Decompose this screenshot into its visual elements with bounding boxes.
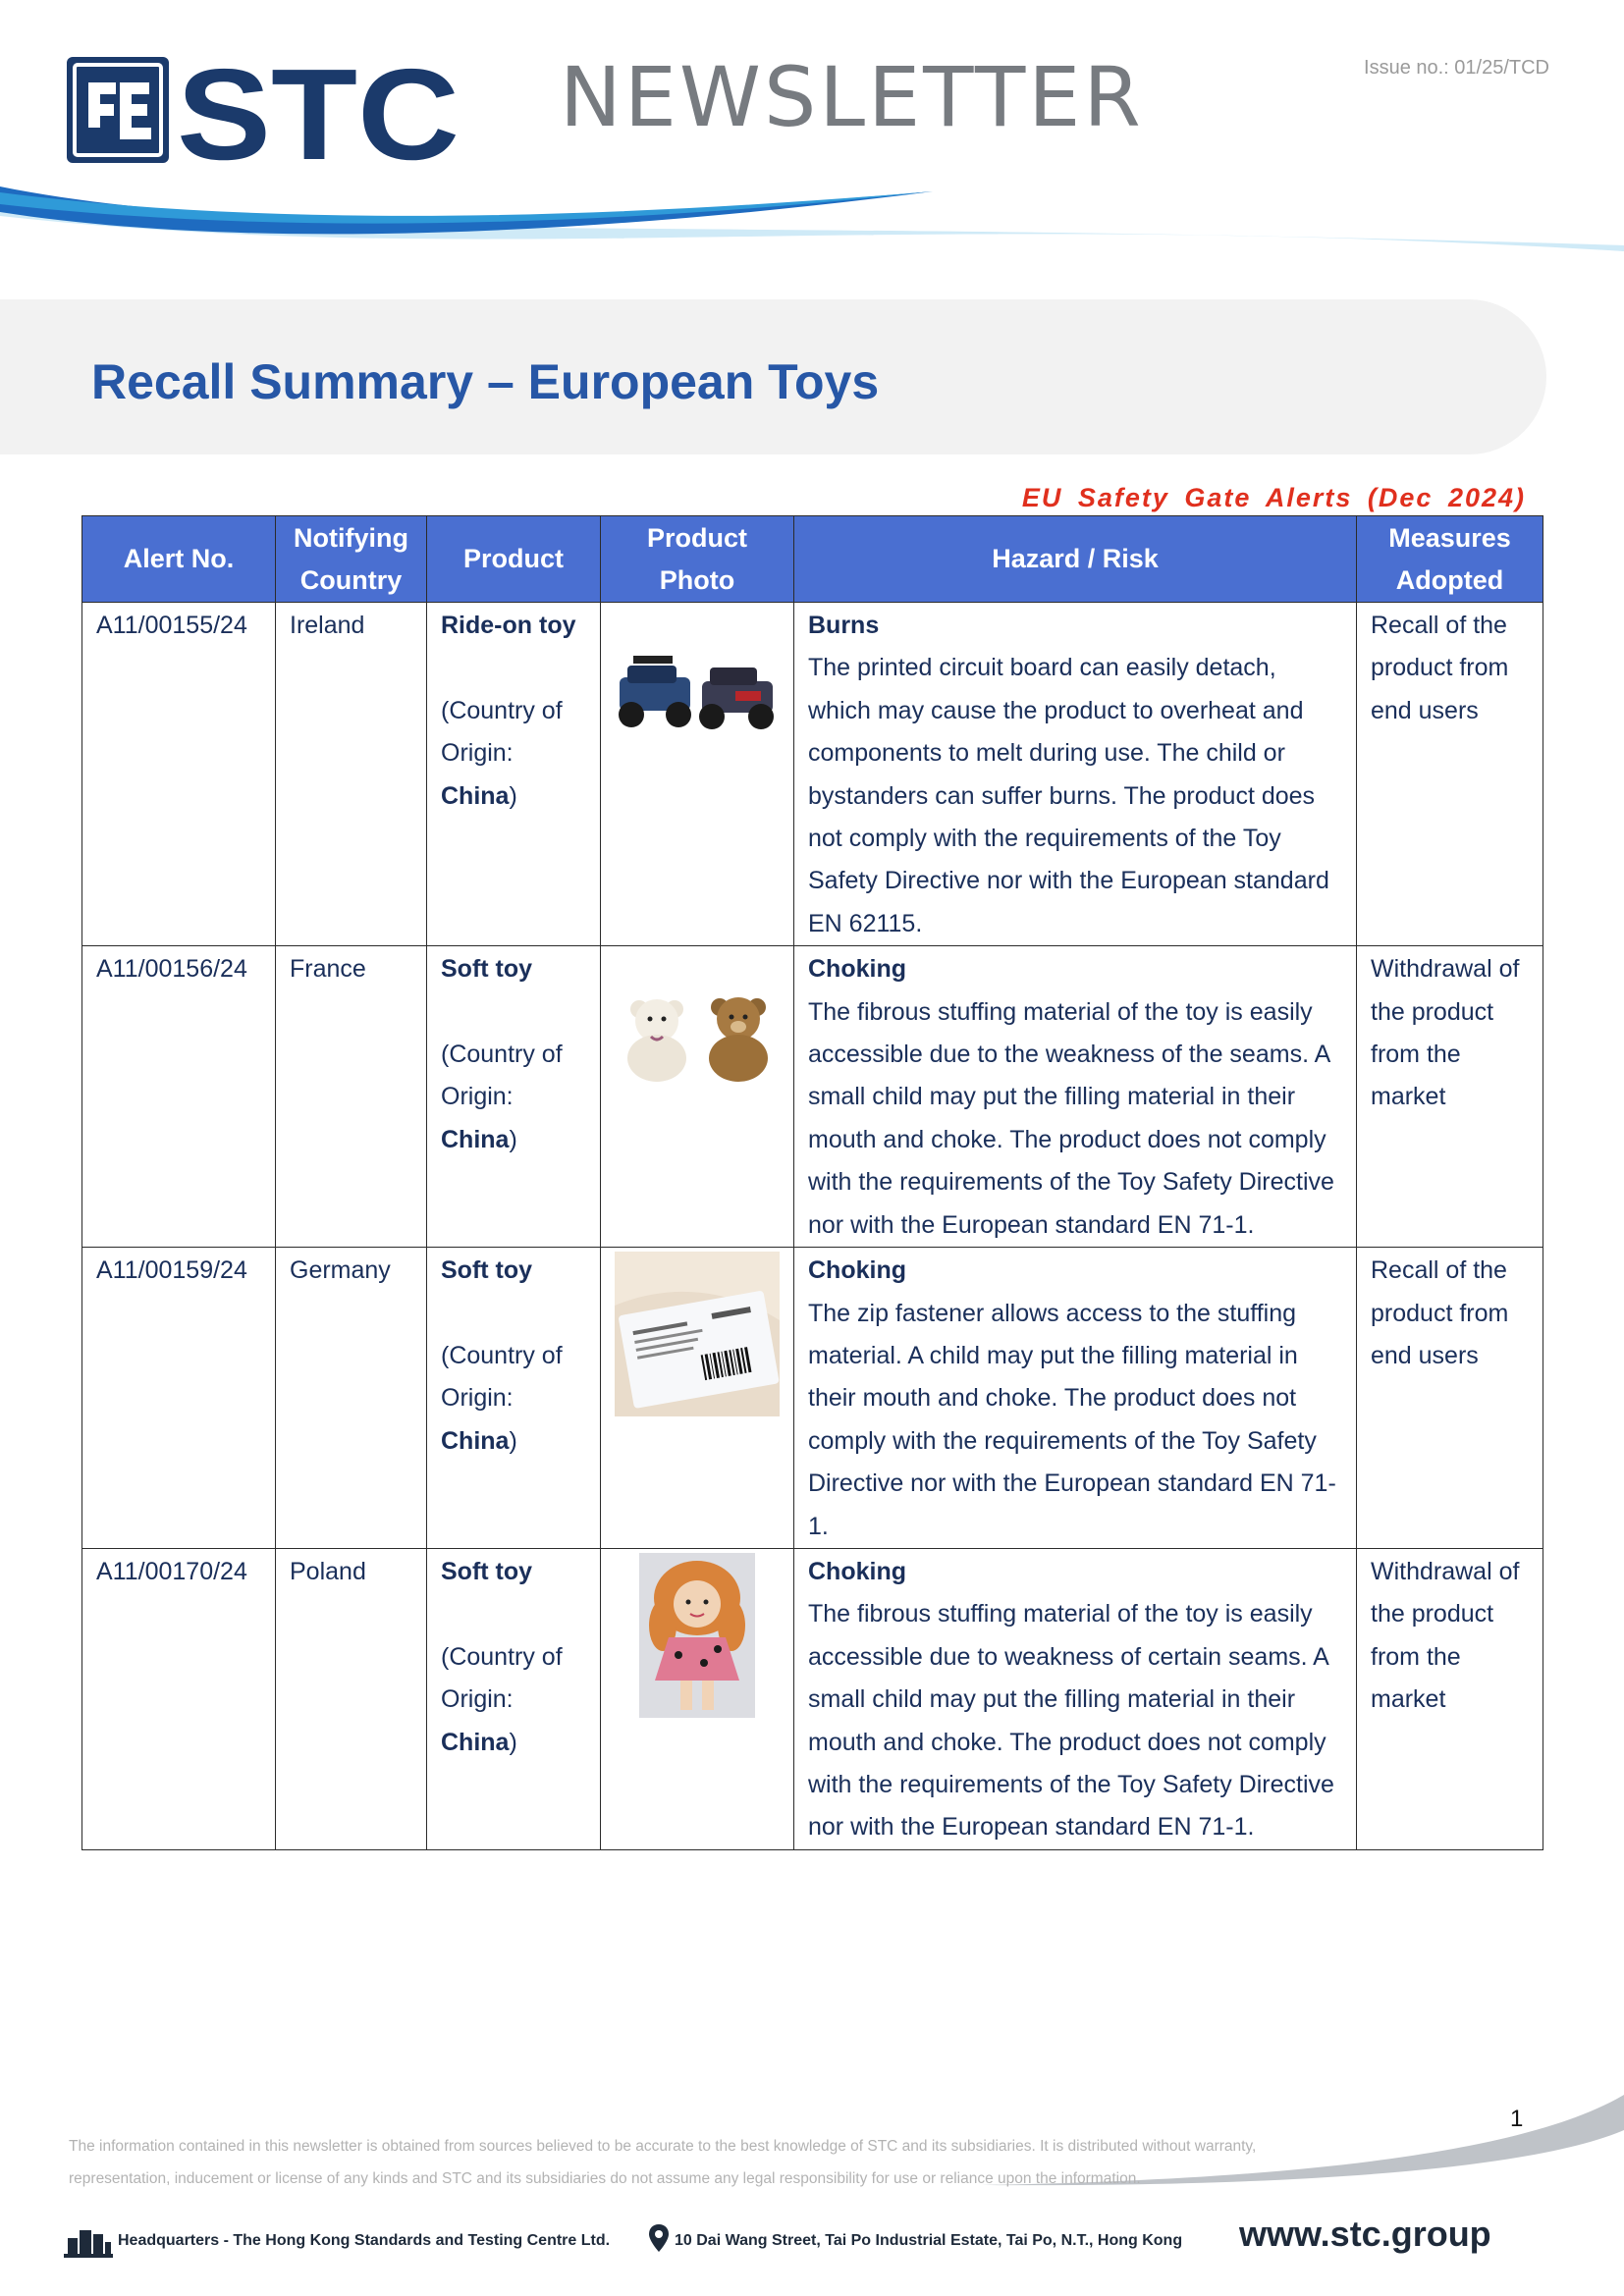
column-header: Alert No. — [82, 516, 276, 603]
section-title: Recall Summary – European Toys — [91, 354, 880, 409]
notifying-country: Ireland — [276, 603, 427, 946]
origin-label: (Country of Origin: — [441, 1041, 563, 1111]
hazard-title: Choking — [808, 1557, 906, 1585]
product-name: Soft toy — [441, 955, 533, 984]
notifying-country: France — [276, 946, 427, 1248]
stc-logo — [67, 57, 461, 163]
hazard-cell — [794, 603, 1357, 946]
photo-cell — [601, 1248, 794, 1549]
hazard-description: The zip fastener allows access to the stuffing material. A child may put the filling material in their mouth and choke. The product does not comply with the requirements of the Toy Safety Directive nor with the European standard EN 71-1. — [808, 1299, 1336, 1540]
measures-adopted: Recall of the product from end users — [1357, 603, 1543, 946]
hazard-title: Choking — [808, 955, 906, 984]
photo-cell — [601, 946, 794, 1248]
hazard-description: The fibrous stuffing material of the toy is easily accessible due to the weakness of the seams. A small child may put the filling material in their mouth and choke. The product does not comply with the requirements of the Toy Safety Directive nor with the European standard EN 71-1. — [808, 997, 1334, 1239]
headquarters-text: Headquarters - The Hong Kong Standards and Testing Centre Ltd. — [118, 2232, 611, 2249]
table-header-row — [82, 516, 1543, 603]
origin-country: China — [441, 781, 510, 810]
hazard-cell — [794, 1548, 1357, 1849]
origin-label: (Country of Origin: — [441, 1642, 563, 1714]
notifying-country: Poland — [276, 1548, 427, 1849]
product-cell — [427, 1548, 601, 1849]
alert-number: A11/00170/24 — [82, 1548, 276, 1849]
alert-number: A11/00155/24 — [82, 603, 276, 946]
hazard-description: The fibrous stuffing material of the toy is easily accessible due to weakness of certain seams. A small child may put the filling material in their mouth and choke. The product does not comply with the requirements of the Toy Safety Directive nor with the European standard EN 71-1. — [808, 1600, 1334, 1842]
hazard-description: The printed circuit board can easily detach, which may cause the product to overheat and components to melt during use. The child or bystanders can suffer burns. The product does not comply with the requirements of the Toy Safety Directive nor with the European standard EN 62115. — [808, 654, 1329, 937]
measures-adopted: Withdrawal of the product from the market — [1357, 946, 1543, 1248]
column-header: Notifying Country — [276, 516, 427, 603]
photo-cell — [601, 603, 794, 946]
alerts-caption: EU Safety Gate Alerts (Dec 2024) — [1021, 483, 1526, 512]
alert-number: A11/00159/24 — [82, 1248, 276, 1549]
measures-adopted: Recall of the product from end users — [1357, 1248, 1543, 1549]
product-name: Ride-on toy — [441, 612, 576, 639]
column-header: Measures Adopted — [1357, 516, 1543, 603]
origin-country: China — [441, 1426, 510, 1455]
table-row — [82, 1248, 1543, 1549]
origin-close: ) — [509, 1426, 517, 1455]
origin-country: China — [441, 1125, 510, 1153]
address-text: 10 Dai Wang Street, Tai Po Industrial Estate, Tai Po, N.T., Hong Kong — [675, 2232, 1183, 2249]
origin-label: (Country of Origin: — [441, 1341, 563, 1413]
product-label-photo — [615, 1252, 780, 1416]
disclaimer: The information contained in this newsletter is obtained from sources believed to be accurate to the best knowledge of STC and its subsidiaries. It is distributed without warranty, representation, inducement or license of any kinds and STC and its subsidiaries do not assume any legal responsibility for use or reliance upon the information. — [69, 2138, 1257, 2187]
recall-table — [81, 515, 1543, 1850]
website-link[interactable]: www.stc.group — [1239, 2214, 1491, 2254]
logo-text: STC — [177, 57, 460, 163]
newsletter-title: NEWSLETTER — [560, 49, 1144, 145]
hazard-title: Burns — [808, 612, 880, 639]
hazard-cell — [794, 1248, 1357, 1549]
hazard-cell — [794, 946, 1357, 1248]
building-icon — [64, 2226, 113, 2258]
column-header: Product — [427, 516, 601, 603]
table-row — [82, 946, 1543, 1248]
product-cell — [427, 946, 601, 1248]
page-number: 1 — [1510, 2106, 1524, 2132]
product-cell — [427, 1248, 601, 1549]
origin-label: (Country of Origin: — [441, 696, 563, 768]
origin-country: China — [441, 1728, 510, 1756]
product-cell — [427, 603, 601, 946]
issue-number: Issue no.: 01/25/TCD — [1364, 57, 1549, 79]
location-pin-icon — [649, 2224, 669, 2252]
photo-cell — [601, 1548, 794, 1849]
ride-on-cars-photo — [614, 652, 781, 746]
column-header: Product Photo — [601, 516, 794, 603]
teddy-bears-photo — [614, 989, 781, 1084]
origin-close: ) — [509, 781, 517, 810]
header-swoosh — [0, 177, 1624, 275]
notifying-country: Germany — [276, 1248, 427, 1549]
measures-adopted: Withdrawal of the product from the market — [1357, 1548, 1543, 1849]
table-row — [82, 1548, 1543, 1849]
origin-close: ) — [509, 1125, 517, 1153]
table-row — [82, 603, 1543, 946]
rag-doll-photo — [639, 1553, 755, 1718]
product-name: Soft toy — [441, 1256, 533, 1285]
product-name: Soft toy — [441, 1557, 533, 1585]
origin-close: ) — [509, 1728, 517, 1756]
column-header: Hazard / Risk — [794, 516, 1357, 603]
hazard-title: Choking — [808, 1256, 906, 1285]
alert-number: A11/00156/24 — [82, 946, 276, 1248]
